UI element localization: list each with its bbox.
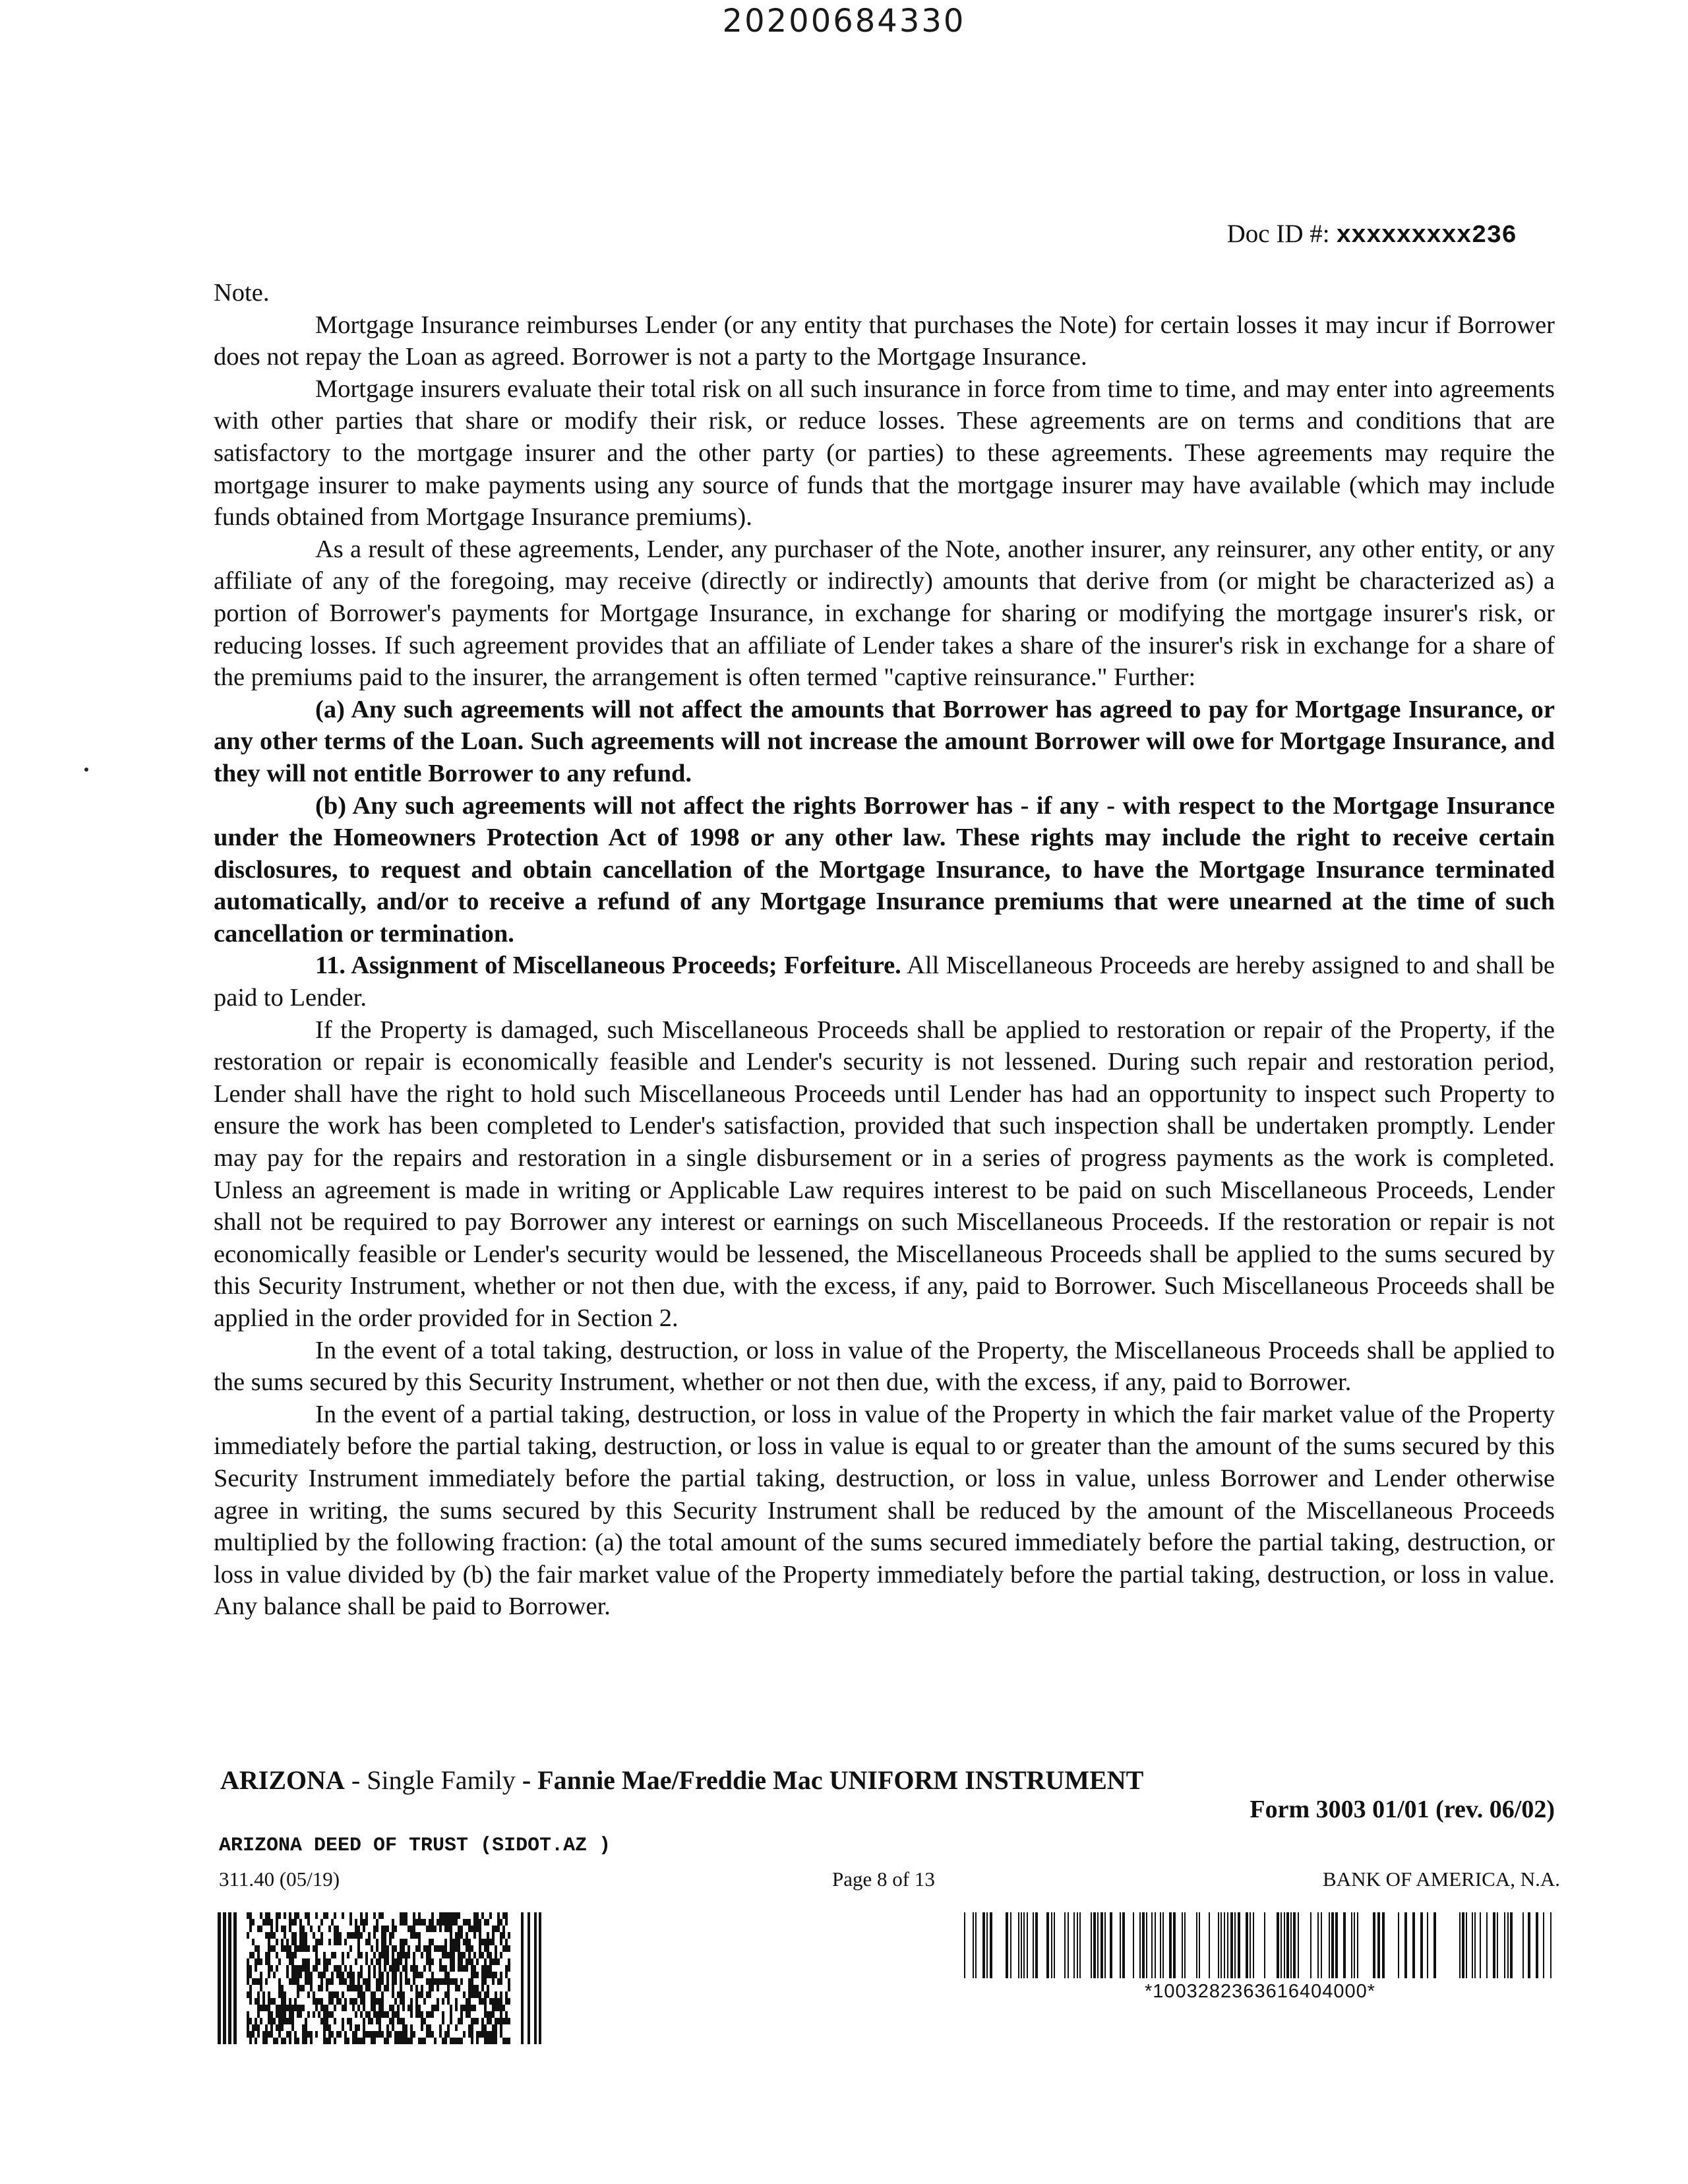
footer-sep: - xyxy=(515,1765,538,1795)
section-11 xyxy=(214,950,1555,1014)
linear-barcode-icon xyxy=(964,1912,1560,1978)
section-text: All Miscellaneous Proceeds are hereby assigned to and shall be paid to Lender. xyxy=(214,952,1555,1012)
barcode-number: *1003282363616404000* xyxy=(1145,1981,1376,2002)
paragraph: In the event of a partial taking, destruction, or loss in value of the Property in which the fair market value of the Property immediately before the partial taking, destruction, or loss in value is equal to or greater than the amount of the sums secured by this Security Instrument immediately before the partial taking, destruction, or loss in value, unless Borrower and Lender otherwise agree in writing, the sums secured by this Security Instrument shall be reduced by the amount of the Miscellaneous Proceeds multiplied by the following fraction: (a) the total amount of the sums secured immediately before the partial taking, destruction, or loss in value divided by (b) the fair market value of the Property immediately before the partial taking, destruction, or loss in value. Any balance shall be paid to Borrower. xyxy=(214,1400,1555,1621)
scan-speck xyxy=(84,768,88,772)
pdf417-barcode-icon xyxy=(218,1912,542,2044)
paragraph: Mortgage Insurance reimburses Lender (or any entity that purchases the Note) for certain losses it may incur if Borrower does not repay the Loan as agreed. Borrower is not a party to the Mortgage Insurance. xyxy=(214,311,1555,371)
deed-name: ARIZONA DEED OF TRUST (SIDOT.AZ ) xyxy=(219,1835,611,1857)
section-heading: 11. Assignment of Miscellaneous Proceeds; Forfeiture. xyxy=(315,952,901,980)
footer-sep: - xyxy=(344,1765,367,1795)
lender-name: BANK OF AMERICA, N.A. xyxy=(1323,1867,1560,1891)
doc-id-label: Doc ID #: xyxy=(1226,220,1330,248)
doc-id-value: xxxxxxxxx236 xyxy=(1336,222,1517,250)
form-version: 311.40 (05/19) xyxy=(219,1867,340,1891)
footer-instrument: Fannie Mae/Freddie Mac UNIFORM INSTRUMENT xyxy=(537,1765,1144,1795)
bold-clause-a: (a) Any such agreements will not affect the amounts that Borrower has agreed to pay for Mortgage Insurance, or any other terms of the Loan. Such agreements will not increase the amount Borrower will owe for Mortgage Insurance, and they will not entitle Borrower to any refund. xyxy=(214,695,1555,787)
footer-state: ARIZONA xyxy=(220,1765,345,1795)
footer-family: Single Family xyxy=(367,1765,516,1795)
doc-id xyxy=(1227,219,1517,250)
footer-title xyxy=(220,1765,1143,1796)
document-body xyxy=(214,277,1555,1623)
paragraph: If the Property is damaged, such Miscellaneous Proceeds shall be applied to restoration or repair of the Property, if the restoration or repair is economically feasible and Lender's security is not lessened. During such repair and restoration period, Lender shall have the right to hold such Miscellaneous Proceeds until Lender has had an opportunity to inspect such Property to ensure the work has been completed to Lender's satisfaction, provided that such inspection shall be undertaken promptly. Lender may pay for the repairs and restoration in a single disbursement or in a series of progress payments as the work is completed. Unless an agreement is made in writing or Applicable Law requires interest to be paid on such Miscellaneous Proceeds, Lender shall not be required to pay Borrower any interest or earnings on such Miscellaneous Proceeds. If the restoration or repair is not economically feasible or Lender's security would be lessened, the Miscellaneous Proceeds shall be applied to the sums secured by this Security Instrument, whether or not then due, with the excess, if any, paid to Borrower. Such Miscellaneous Proceeds shall be applied in the order provided for in Section 2. xyxy=(214,1016,1555,1332)
page-number: Page 8 of 13 xyxy=(832,1867,935,1891)
paragraph: As a result of these agreements, Lender, any purchaser of the Note, another insurer, any reinsurer, any other entity, or any affiliate of any of the foregoing, may receive (directly or indirectly) amounts that derive from (or might be characterized as) a portion of Borrower's payments for Mortgage Insurance, in exchange for sharing or modifying the mortgage insurer's risk, or reducing losses. If such agreement provides that an affiliate of Lender takes a share of the insurer's risk in exchange for a share of the premiums paid to the insurer, the arrangement is often termed "captive reinsurance." Further: xyxy=(214,535,1555,692)
paragraph: Mortgage insurers evaluate their total risk on all such insurance in force from time to time, and may enter into agreements with other parties that share or modify their risk, or reduce losses. These agreements are on terms and conditions that are satisfactory to the mortgage insurer and the other party (or parties) to these agreements. These agreements may require the mortgage insurer to make payments using any source of funds that the mortgage insurer may have available (which may include funds obtained from Mortgage Insurance premiums). xyxy=(214,375,1555,531)
bold-clause-b: (b) Any such agreements will not affect the rights Borrower has - if any - with respect to the Mortgage Insurance under the Homeowners Protection Act of 1998 or any other law. These rights may include the right to receive certain disclosures, to request and obtain cancellation of the Mortgage Insurance, to have the Mortgage Insurance terminated automatically, and/or to receive a refund of any Mortgage Insurance premiums that were unearned at the time of such cancellation or termination. xyxy=(214,791,1555,948)
paragraph: Note. xyxy=(214,279,270,307)
form-number: Form 3003 01/01 (rev. 06/02) xyxy=(1250,1796,1555,1823)
paragraph: In the event of a total taking, destruction, or loss in value of the Property, the Miscellaneous Proceeds shall be applied to the sums secured by this Security Instrument, whether or not then due, with the excess, if any, paid to Borrower. xyxy=(214,1336,1555,1397)
recording-number: 20200684330 xyxy=(722,3,966,40)
